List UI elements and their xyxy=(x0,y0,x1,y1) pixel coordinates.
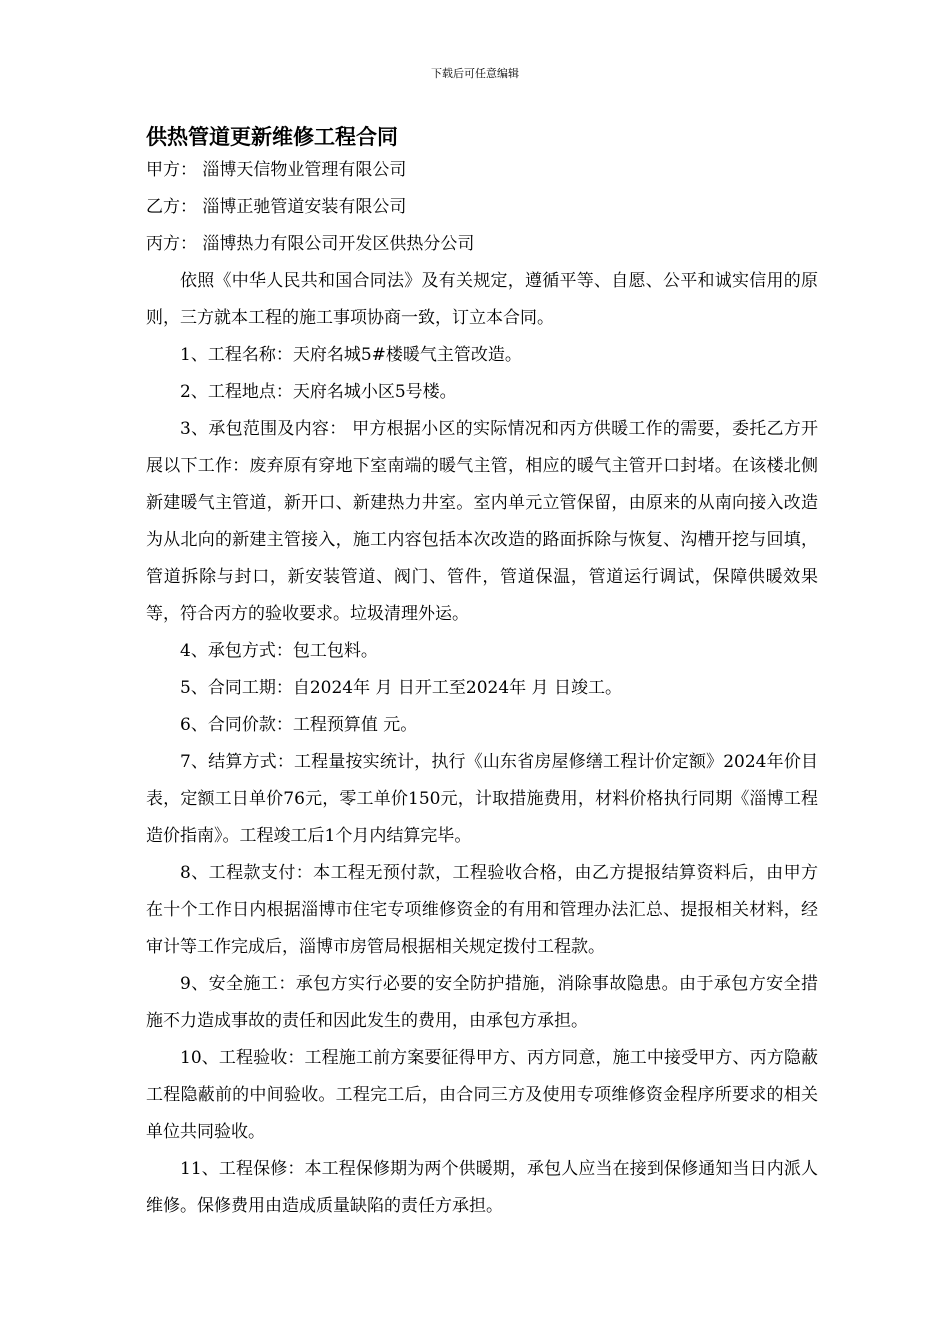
clause-warranty: 11、工程保修：本工程保修期为两个供暖期，承包人应当在接到保修通知当日内派人维修。保修费用由造成质量缺陷的责任方承担。 xyxy=(146,1159,818,1216)
party-c xyxy=(146,226,818,263)
document-title: 供热管道更新维修工程合同 xyxy=(146,124,398,149)
party-a xyxy=(146,152,818,189)
clause-price: 6、合同价款：工程预算值 元。 xyxy=(180,715,418,735)
clause-scope: 3、承包范围及内容： 甲方根据小区的实际情况和丙方供暖工作的需要，委托乙方开展以下工作：废弃原有穿地下室南端的暖气主管，相应的暖气主管开口封堵。在该楼北侧新建暖气主管道，新开口、新建热力井室。室内单元立管保留，由原来的从南向接入改造为从北向的新建主管接入，施工内容包括本次改造的路面拆除与恢复、沟槽开挖与回填，管道拆除与封口，新安装管道、阀门、管件，管道保温，管道运行调试，保障供暖效果等，符合丙方的验收要求。垃圾清理外运。 xyxy=(146,419,818,624)
party-b-name: 淄博正驰管道安装有限公司 xyxy=(202,197,407,217)
clause-contract-mode: 4、承包方式：包工包料。 xyxy=(180,641,378,661)
clause-project-location: 2、工程地点：天府名城小区5号楼。 xyxy=(180,382,457,402)
party-a-name: 淄博天信物业管理有限公司 xyxy=(202,160,407,180)
clause-settlement: 7、结算方式：工程量按实统计，执行《山东省房屋修缮工程计价定额》2024年价目表，定额工日单价76元，零工单价150元，计取措施费用，材料价格执行同期《淄博工程造价指南》。工程竣工后1个月内结算完毕。 xyxy=(146,752,818,846)
clause-payment: 8、工程款支付：本工程无预付款，工程验收合格，由乙方提报结算资料后，由甲方在十个工作日内根据淄博市住宅专项维修资金的有用和管理办法汇总、提报相关材料，经审计等工作完成后，淄博市房管局根据相关规定拨付工程款。 xyxy=(146,863,818,957)
contract-body xyxy=(146,122,818,1225)
clause-safety: 9、安全施工：承包方实行必要的安全防护措施，消除事故隐患。由于承包方安全措施不力造成事故的责任和因此发生的费用，由承包方承担。 xyxy=(146,974,818,1031)
party-c-name: 淄博热力有限公司开发区供热分公司 xyxy=(202,234,475,254)
clause-project-name: 1、工程名称：天府名城5#楼暖气主管改造。 xyxy=(180,345,522,365)
preamble-paragraph: 依照《中华人民共和国合同法》及有关规定，遵循平等、自愿、公平和诚实信用的原则，三方就本工程的施工事项协商一致，订立本合同。 xyxy=(146,271,818,328)
party-b-label: 乙方： xyxy=(146,197,197,217)
party-a-label: 甲方： xyxy=(146,160,197,180)
clause-acceptance: 10、工程验收：工程施工前方案要征得甲方、丙方同意，施工中接受甲方、丙方隐蔽工程隐蔽前的中间验收。工程完工后，由合同三方及使用专项维修资金程序所要求的相关单位共同验收。 xyxy=(146,1048,818,1142)
party-b xyxy=(146,189,818,226)
clause-duration: 5、合同工期：自2024年 月 日开工至2024年 月 日竣工。 xyxy=(180,678,622,698)
party-c-label: 丙方： xyxy=(146,234,197,254)
header-note: 下载后可任意编辑 xyxy=(431,67,519,80)
